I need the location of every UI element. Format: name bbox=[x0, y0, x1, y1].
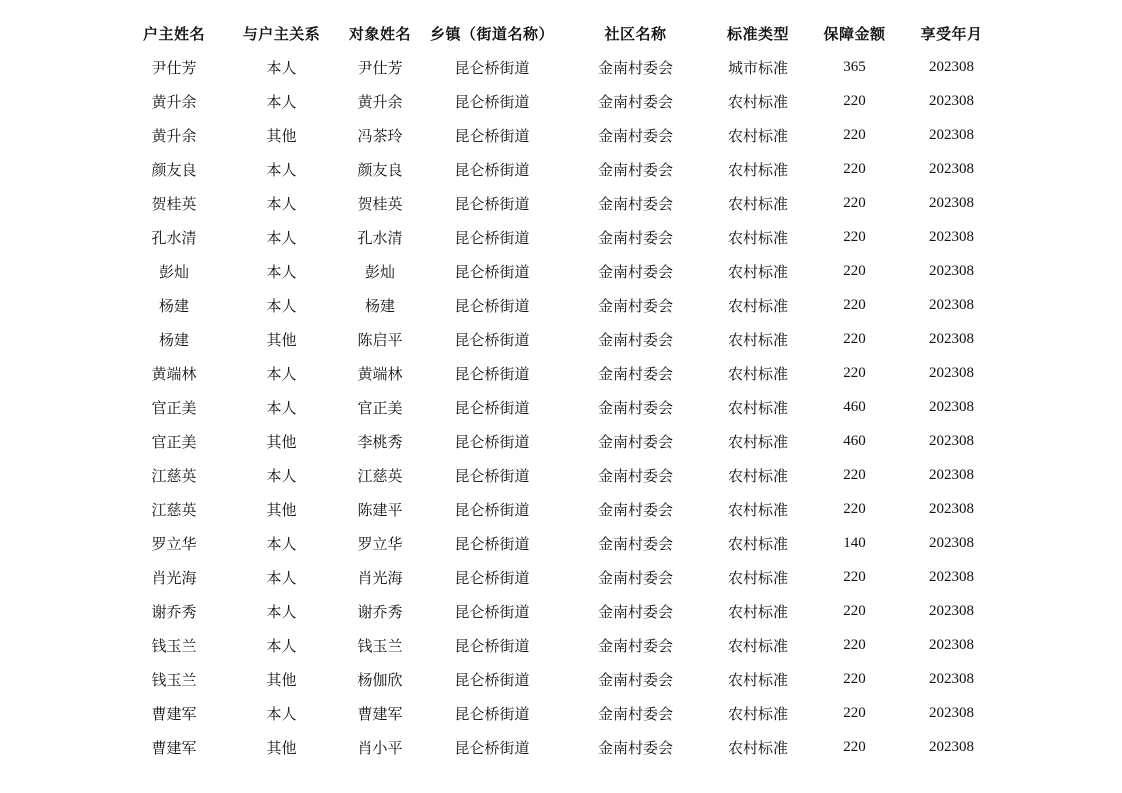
cell-community: 金南村委会 bbox=[597, 228, 673, 247]
cell-amount: 220 bbox=[843, 500, 866, 517]
cell-township: 昆仑桥街道 bbox=[454, 534, 530, 553]
cell-recipient-name: 罗立华 bbox=[357, 534, 403, 553]
cell-month: 202308 bbox=[929, 330, 974, 347]
cell-month: 202308 bbox=[929, 194, 974, 211]
cell-relationship: 本人 bbox=[266, 568, 297, 587]
cell-standard-type: 农村标准 bbox=[727, 228, 788, 247]
cell-township: 昆仑桥街道 bbox=[454, 296, 530, 315]
table-row bbox=[122, 424, 1000, 458]
table-row bbox=[122, 390, 1000, 424]
cell-community: 金南村委会 bbox=[597, 92, 673, 111]
cell-standard-type: 农村标准 bbox=[727, 670, 788, 689]
cell-month: 202308 bbox=[929, 432, 974, 449]
cell-recipient-name: 杨建 bbox=[364, 296, 395, 315]
cell-recipient-name: 颜友良 bbox=[357, 160, 403, 179]
cell-township: 昆仑桥街道 bbox=[454, 398, 530, 417]
cell-relationship: 本人 bbox=[266, 160, 297, 179]
cell-township: 昆仑桥街道 bbox=[454, 602, 530, 621]
cell-householder-name: 谢乔秀 bbox=[151, 602, 197, 621]
cell-township: 昆仑桥街道 bbox=[454, 364, 530, 383]
cell-township: 昆仑桥街道 bbox=[454, 194, 530, 213]
table-row bbox=[122, 594, 1000, 628]
cell-standard-type: 城市标准 bbox=[727, 58, 788, 77]
cell-township: 昆仑桥街道 bbox=[454, 228, 530, 247]
cell-month: 202308 bbox=[929, 500, 974, 517]
cell-month: 202308 bbox=[929, 398, 974, 415]
cell-householder-name: 贺桂英 bbox=[151, 194, 197, 213]
cell-community: 金南村委会 bbox=[597, 568, 673, 587]
cell-amount: 365 bbox=[843, 58, 866, 75]
cell-standard-type: 农村标准 bbox=[727, 432, 788, 451]
cell-recipient-name: 杨伽欣 bbox=[357, 670, 403, 689]
cell-month: 202308 bbox=[929, 466, 974, 483]
cell-relationship: 其他 bbox=[266, 670, 297, 689]
cell-amount: 220 bbox=[843, 194, 866, 211]
cell-recipient-name: 黄端林 bbox=[357, 364, 403, 383]
cell-township: 昆仑桥街道 bbox=[454, 636, 530, 655]
cell-recipient-name: 官正美 bbox=[357, 398, 403, 417]
table-row bbox=[122, 458, 1000, 492]
cell-amount: 220 bbox=[843, 262, 866, 279]
cell-relationship: 本人 bbox=[266, 92, 297, 111]
header-month: 享受年月 bbox=[920, 24, 983, 43]
table-row bbox=[122, 152, 1000, 186]
cell-community: 金南村委会 bbox=[597, 262, 673, 281]
cell-township: 昆仑桥街道 bbox=[454, 262, 530, 281]
cell-standard-type: 农村标准 bbox=[727, 92, 788, 111]
cell-township: 昆仑桥街道 bbox=[454, 58, 530, 77]
table-body bbox=[122, 50, 1000, 764]
table-row bbox=[122, 730, 1000, 764]
cell-community: 金南村委会 bbox=[597, 602, 673, 621]
cell-householder-name: 杨建 bbox=[158, 330, 189, 349]
cell-amount: 220 bbox=[843, 636, 866, 653]
cell-recipient-name: 钱玉兰 bbox=[357, 636, 403, 655]
cell-householder-name: 黄端林 bbox=[151, 364, 197, 383]
cell-month: 202308 bbox=[929, 228, 974, 245]
cell-standard-type: 农村标准 bbox=[727, 194, 788, 213]
table-row bbox=[122, 322, 1000, 356]
cell-community: 金南村委会 bbox=[597, 636, 673, 655]
cell-community: 金南村委会 bbox=[597, 296, 673, 315]
cell-recipient-name: 江慈英 bbox=[357, 466, 403, 485]
cell-amount: 220 bbox=[843, 296, 866, 313]
cell-community: 金南村委会 bbox=[597, 364, 673, 383]
cell-recipient-name: 彭灿 bbox=[364, 262, 395, 281]
cell-householder-name: 颜友良 bbox=[151, 160, 197, 179]
cell-month: 202308 bbox=[929, 738, 974, 755]
cell-standard-type: 农村标准 bbox=[727, 398, 788, 417]
cell-amount: 220 bbox=[843, 160, 866, 177]
cell-township: 昆仑桥街道 bbox=[454, 92, 530, 111]
cell-relationship: 本人 bbox=[266, 636, 297, 655]
cell-standard-type: 农村标准 bbox=[727, 160, 788, 179]
cell-community: 金南村委会 bbox=[597, 466, 673, 485]
cell-township: 昆仑桥街道 bbox=[454, 160, 530, 179]
cell-recipient-name: 曹建军 bbox=[357, 704, 403, 723]
cell-standard-type: 农村标准 bbox=[727, 364, 788, 383]
cell-recipient-name: 肖小平 bbox=[357, 738, 403, 757]
cell-relationship: 其他 bbox=[266, 738, 297, 757]
cell-relationship: 其他 bbox=[266, 432, 297, 451]
cell-community: 金南村委会 bbox=[597, 432, 673, 451]
cell-recipient-name: 孔水清 bbox=[357, 228, 403, 247]
cell-recipient-name: 陈启平 bbox=[357, 330, 403, 349]
cell-amount: 220 bbox=[843, 602, 866, 619]
cell-township: 昆仑桥街道 bbox=[454, 568, 530, 587]
cell-month: 202308 bbox=[929, 636, 974, 653]
table-row bbox=[122, 662, 1000, 696]
table-header bbox=[122, 16, 1000, 50]
beneficiary-table bbox=[122, 16, 1000, 764]
cell-month: 202308 bbox=[929, 296, 974, 313]
cell-recipient-name: 尹仕芳 bbox=[357, 58, 403, 77]
cell-relationship: 本人 bbox=[266, 296, 297, 315]
cell-township: 昆仑桥街道 bbox=[454, 466, 530, 485]
cell-householder-name: 黄升余 bbox=[151, 126, 197, 145]
cell-month: 202308 bbox=[929, 364, 974, 381]
table-row bbox=[122, 356, 1000, 390]
cell-amount: 140 bbox=[843, 534, 866, 551]
cell-relationship: 本人 bbox=[266, 704, 297, 723]
table-row bbox=[122, 696, 1000, 730]
cell-householder-name: 江慈英 bbox=[151, 500, 197, 519]
header-standard-type: 标准类型 bbox=[726, 24, 789, 43]
cell-standard-type: 农村标准 bbox=[727, 296, 788, 315]
table-row bbox=[122, 254, 1000, 288]
cell-amount: 220 bbox=[843, 568, 866, 585]
cell-householder-name: 肖光海 bbox=[151, 568, 197, 587]
cell-householder-name: 曹建军 bbox=[151, 738, 197, 757]
table-row bbox=[122, 492, 1000, 526]
cell-community: 金南村委会 bbox=[597, 160, 673, 179]
cell-relationship: 本人 bbox=[266, 602, 297, 621]
cell-relationship: 本人 bbox=[266, 398, 297, 417]
cell-standard-type: 农村标准 bbox=[727, 330, 788, 349]
cell-month: 202308 bbox=[929, 602, 974, 619]
cell-relationship: 本人 bbox=[266, 194, 297, 213]
cell-standard-type: 农村标准 bbox=[727, 262, 788, 281]
cell-township: 昆仑桥街道 bbox=[454, 704, 530, 723]
cell-relationship: 本人 bbox=[266, 534, 297, 553]
cell-month: 202308 bbox=[929, 58, 974, 75]
cell-relationship: 本人 bbox=[266, 228, 297, 247]
header-community: 社区名称 bbox=[604, 24, 667, 43]
cell-month: 202308 bbox=[929, 534, 974, 551]
cell-township: 昆仑桥街道 bbox=[454, 738, 530, 757]
cell-recipient-name: 贺桂英 bbox=[357, 194, 403, 213]
cell-householder-name: 杨建 bbox=[158, 296, 189, 315]
cell-recipient-name: 李桃秀 bbox=[357, 432, 403, 451]
cell-standard-type: 农村标准 bbox=[727, 704, 788, 723]
cell-recipient-name: 陈建平 bbox=[357, 500, 403, 519]
cell-township: 昆仑桥街道 bbox=[454, 670, 530, 689]
cell-community: 金南村委会 bbox=[597, 398, 673, 417]
cell-standard-type: 农村标准 bbox=[727, 636, 788, 655]
cell-standard-type: 农村标准 bbox=[727, 466, 788, 485]
cell-amount: 220 bbox=[843, 670, 866, 687]
cell-householder-name: 黄升余 bbox=[151, 92, 197, 111]
cell-amount: 220 bbox=[843, 126, 866, 143]
cell-relationship: 本人 bbox=[266, 58, 297, 77]
table-row bbox=[122, 118, 1000, 152]
table-row bbox=[122, 84, 1000, 118]
cell-relationship: 本人 bbox=[266, 262, 297, 281]
table-row bbox=[122, 560, 1000, 594]
cell-community: 金南村委会 bbox=[597, 670, 673, 689]
cell-community: 金南村委会 bbox=[597, 126, 673, 145]
header-row bbox=[122, 16, 1000, 50]
table-row bbox=[122, 288, 1000, 322]
cell-month: 202308 bbox=[929, 262, 974, 279]
cell-month: 202308 bbox=[929, 670, 974, 687]
cell-relationship: 其他 bbox=[266, 500, 297, 519]
cell-township: 昆仑桥街道 bbox=[454, 330, 530, 349]
cell-householder-name: 曹建军 bbox=[151, 704, 197, 723]
cell-recipient-name: 谢乔秀 bbox=[357, 602, 403, 621]
cell-township: 昆仑桥街道 bbox=[454, 432, 530, 451]
cell-amount: 220 bbox=[843, 738, 866, 755]
cell-month: 202308 bbox=[929, 126, 974, 143]
table-row bbox=[122, 50, 1000, 84]
cell-relationship: 其他 bbox=[266, 330, 297, 349]
cell-amount: 220 bbox=[843, 228, 866, 245]
cell-recipient-name: 黄升余 bbox=[357, 92, 403, 111]
cell-recipient-name: 冯茶玲 bbox=[357, 126, 403, 145]
cell-standard-type: 农村标准 bbox=[727, 534, 788, 553]
cell-householder-name: 钱玉兰 bbox=[151, 636, 197, 655]
cell-community: 金南村委会 bbox=[597, 58, 673, 77]
cell-month: 202308 bbox=[929, 92, 974, 109]
cell-standard-type: 农村标准 bbox=[727, 126, 788, 145]
cell-community: 金南村委会 bbox=[597, 704, 673, 723]
cell-householder-name: 罗立华 bbox=[151, 534, 197, 553]
cell-householder-name: 孔水清 bbox=[151, 228, 197, 247]
cell-householder-name: 官正美 bbox=[151, 398, 197, 417]
cell-community: 金南村委会 bbox=[597, 330, 673, 349]
cell-householder-name: 江慈英 bbox=[151, 466, 197, 485]
cell-amount: 220 bbox=[843, 466, 866, 483]
cell-standard-type: 农村标准 bbox=[727, 568, 788, 587]
cell-relationship: 本人 bbox=[266, 466, 297, 485]
table-row bbox=[122, 186, 1000, 220]
table-row bbox=[122, 628, 1000, 662]
cell-amount: 220 bbox=[843, 364, 866, 381]
cell-month: 202308 bbox=[929, 704, 974, 721]
cell-householder-name: 钱玉兰 bbox=[151, 670, 197, 689]
cell-community: 金南村委会 bbox=[597, 500, 673, 519]
cell-community: 金南村委会 bbox=[597, 738, 673, 757]
header-recipient-name: 对象姓名 bbox=[348, 24, 411, 43]
cell-township: 昆仑桥街道 bbox=[454, 500, 530, 519]
table-row bbox=[122, 526, 1000, 560]
cell-standard-type: 农村标准 bbox=[727, 500, 788, 519]
cell-amount: 460 bbox=[843, 432, 866, 449]
cell-relationship: 本人 bbox=[266, 364, 297, 383]
cell-township: 昆仑桥街道 bbox=[454, 126, 530, 145]
header-amount: 保障金额 bbox=[823, 24, 886, 43]
header-householder-name: 户主姓名 bbox=[142, 24, 205, 43]
cell-standard-type: 农村标准 bbox=[727, 602, 788, 621]
cell-householder-name: 尹仕芳 bbox=[151, 58, 197, 77]
cell-community: 金南村委会 bbox=[597, 534, 673, 553]
table-row bbox=[122, 220, 1000, 254]
cell-month: 202308 bbox=[929, 160, 974, 177]
cell-amount: 460 bbox=[843, 398, 866, 415]
cell-community: 金南村委会 bbox=[597, 194, 673, 213]
cell-householder-name: 官正美 bbox=[151, 432, 197, 451]
cell-month: 202308 bbox=[929, 568, 974, 585]
header-relationship: 与户主关系 bbox=[242, 24, 321, 43]
cell-recipient-name: 肖光海 bbox=[357, 568, 403, 587]
cell-amount: 220 bbox=[843, 330, 866, 347]
header-township: 乡镇（街道名称） bbox=[429, 24, 554, 43]
cell-relationship: 其他 bbox=[266, 126, 297, 145]
cell-householder-name: 彭灿 bbox=[158, 262, 189, 281]
cell-amount: 220 bbox=[843, 92, 866, 109]
cell-amount: 220 bbox=[843, 704, 866, 721]
cell-standard-type: 农村标准 bbox=[727, 738, 788, 757]
